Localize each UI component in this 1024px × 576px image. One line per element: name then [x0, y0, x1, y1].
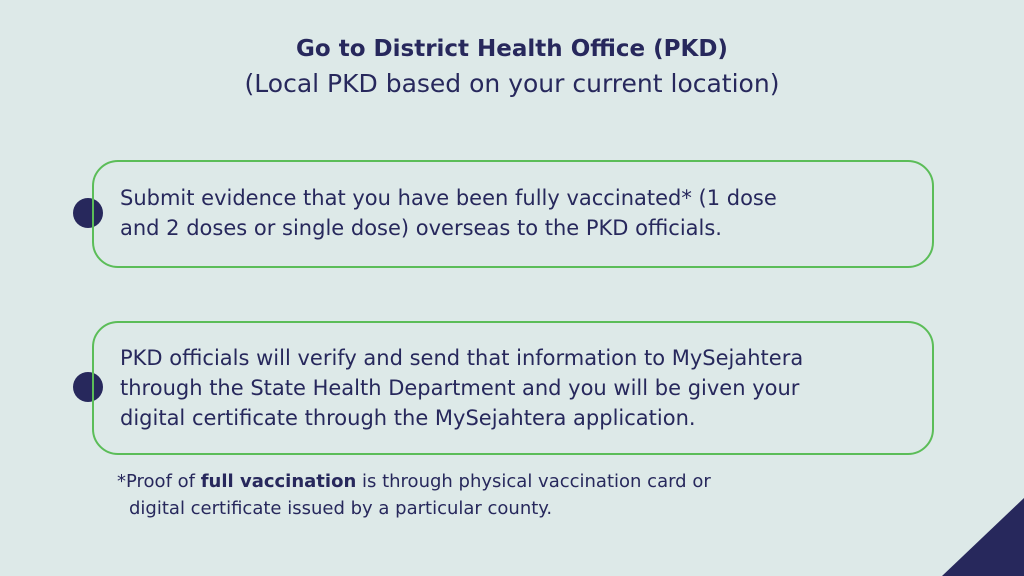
step-1-text: [120, 183, 922, 243]
step-1-card: [92, 160, 934, 268]
footnote-line-2: digital certificate issued by a particular county.: [129, 498, 553, 519]
step-2-card: [92, 321, 934, 455]
step-1-line-1: Submit evidence that you have been fully vaccinated* (1 dose: [120, 186, 777, 210]
footnote-bold: full vaccination: [200, 471, 357, 492]
footnote: [117, 468, 711, 522]
corner-triangle-decoration: [942, 498, 1024, 576]
step-2-line-1: PKD officials will verify and send that information to MySejahtera: [120, 346, 804, 370]
footnote-suffix: is through physical vaccination card or: [356, 471, 711, 492]
step-2-line-3: digital certificate through the MySejahtera application.: [120, 406, 696, 430]
step-2-text: [120, 343, 922, 433]
footnote-line-1: [117, 468, 711, 495]
step-2-line-2: through the State Health Department and you will be given your: [120, 376, 800, 400]
page-title: Go to District Health Office (PKD): [296, 36, 728, 62]
footnote-prefix: *Proof of: [117, 471, 201, 492]
step-1-line-2: and 2 doses or single dose) overseas to the PKD officials.: [120, 216, 722, 240]
page-subtitle: (Local PKD based on your current location): [244, 69, 780, 98]
